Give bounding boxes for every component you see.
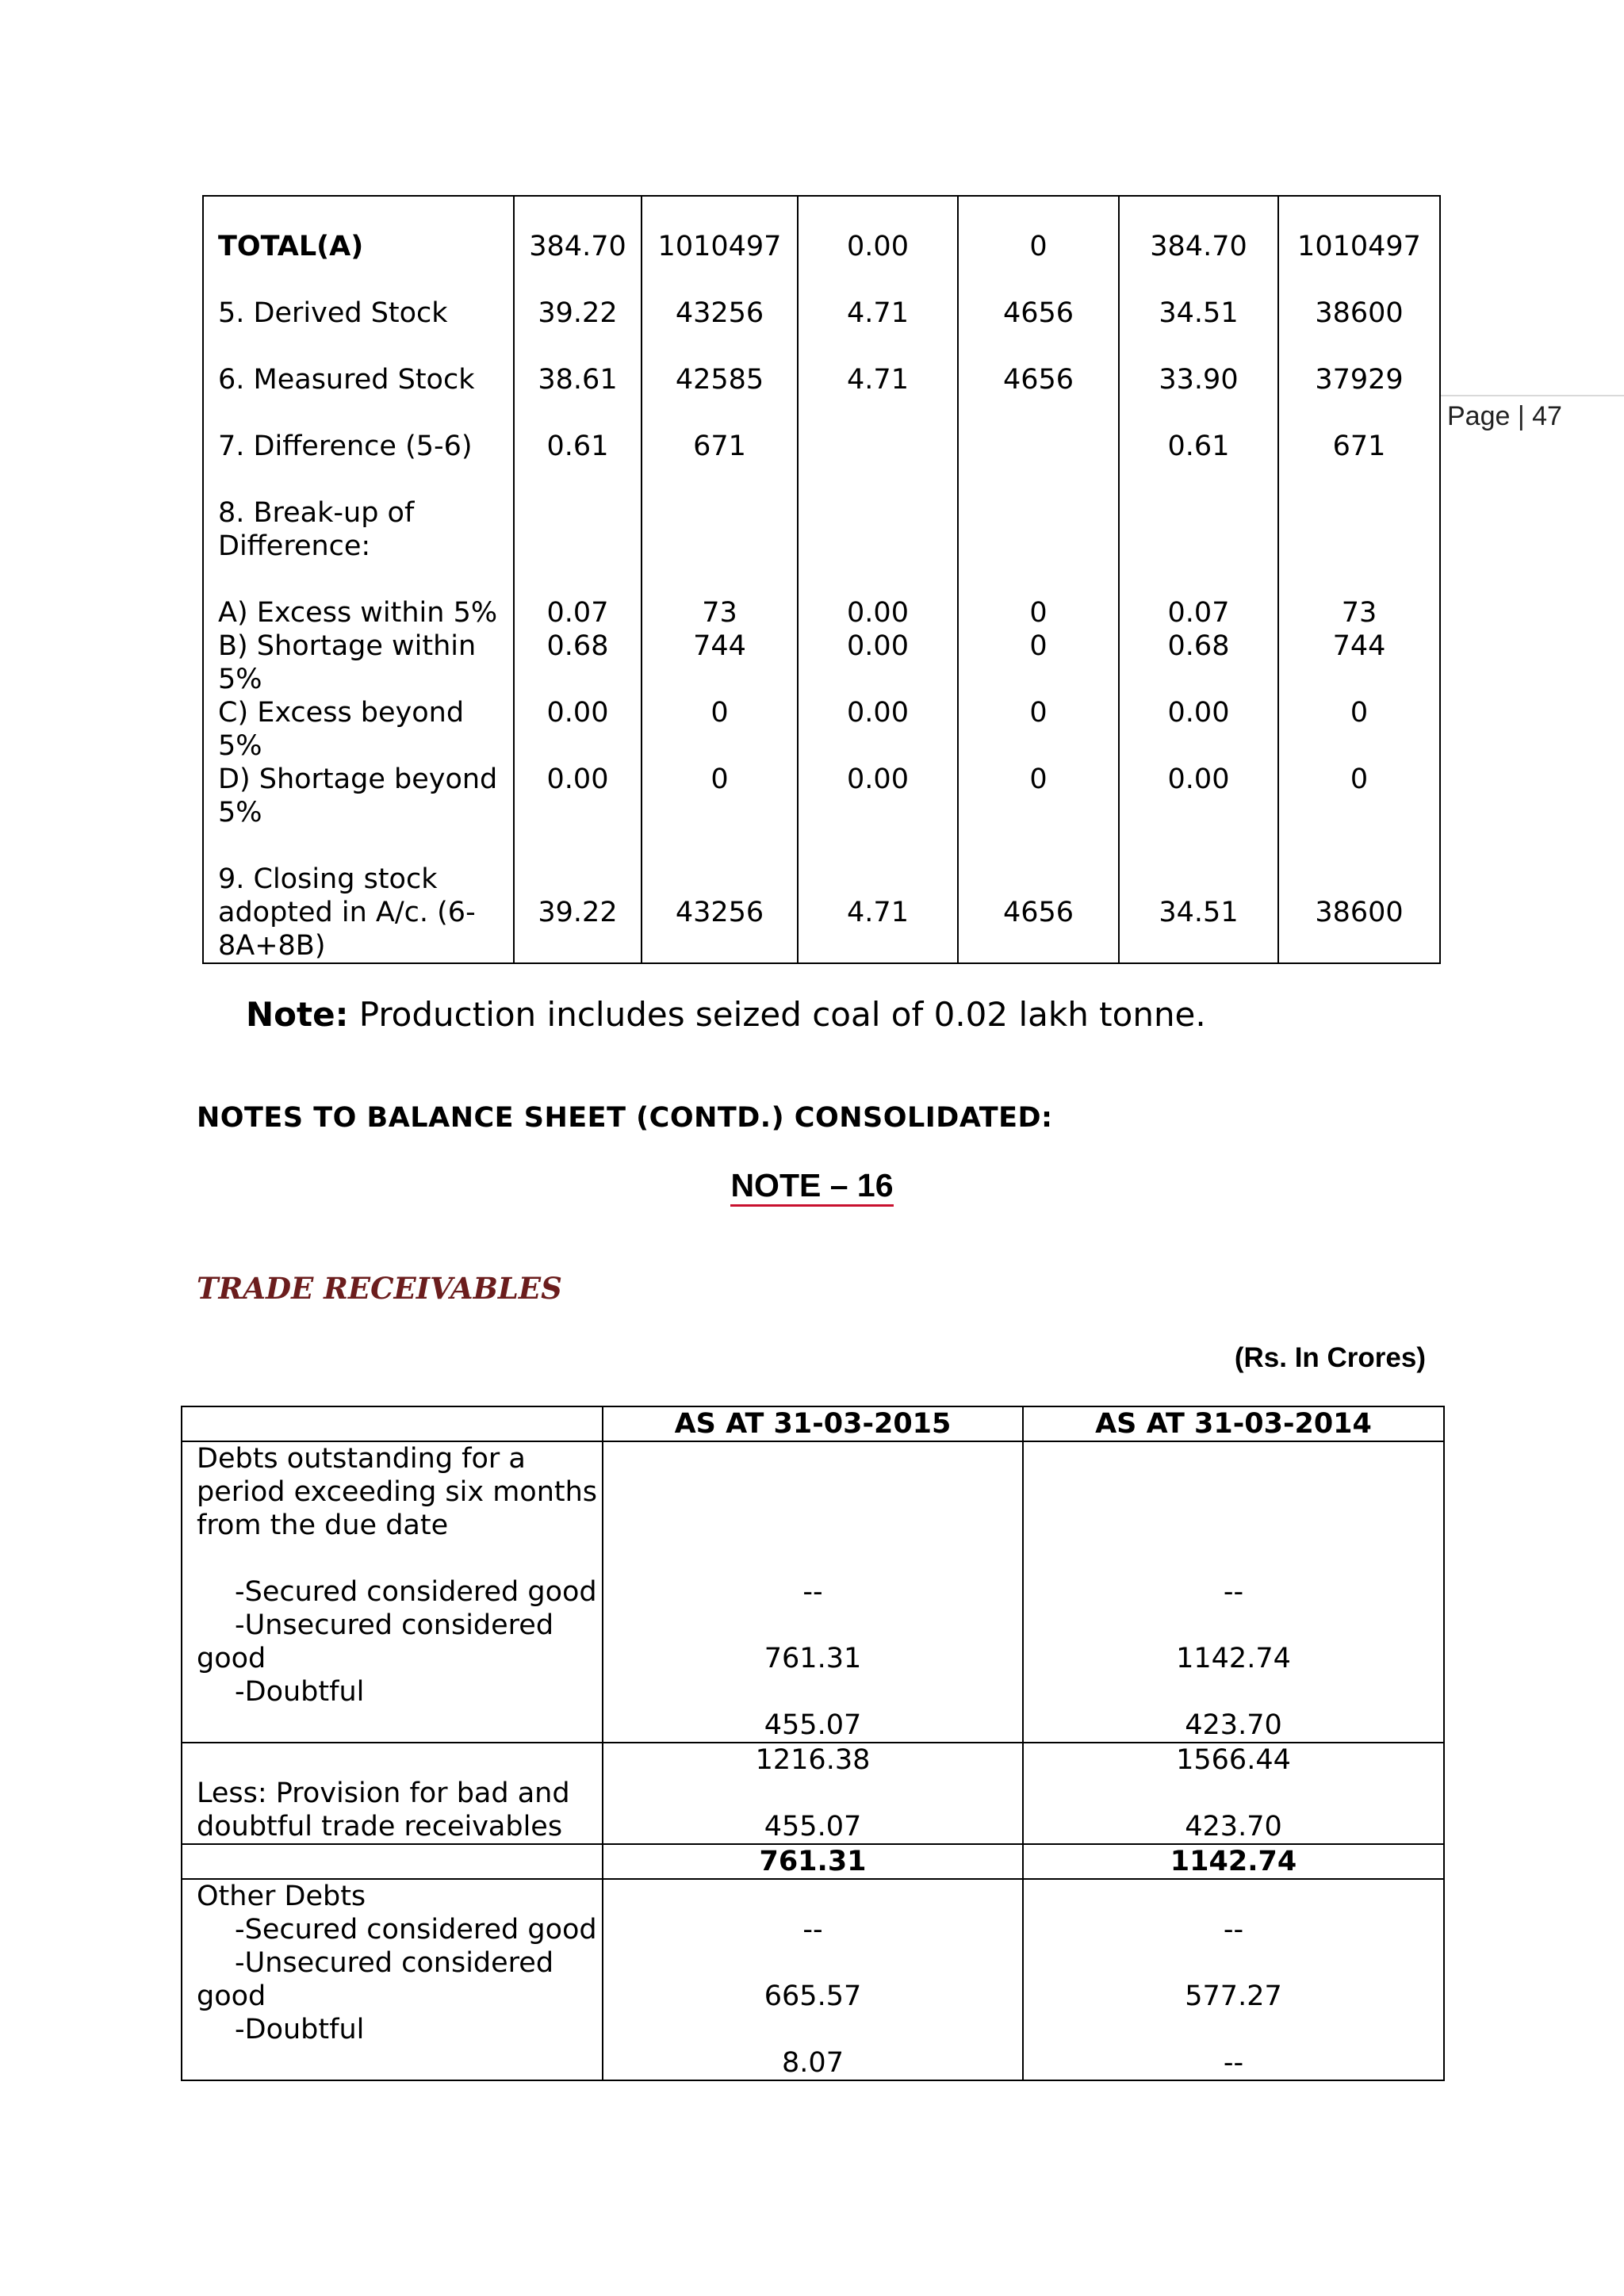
table-row <box>203 396 1440 463</box>
cell: 0.00 <box>1119 696 1278 763</box>
header-2014: AS AT 31-03-2014 <box>1023 1406 1444 1441</box>
trade-receivables-heading: TRADE RECEIVABLES <box>197 1271 562 1306</box>
cell: 0 <box>642 696 798 763</box>
table-row <box>182 1844 1444 1879</box>
cell: 34.51 <box>1119 263 1278 330</box>
table-row <box>182 1441 1444 1743</box>
cell: 665.57 <box>764 1980 862 2012</box>
unsecured-label: -Unsecured considered good <box>197 1609 554 1674</box>
cell: 4656 <box>958 330 1119 396</box>
net-2014: 1142.74 <box>1023 1844 1444 1879</box>
cell: 39.22 <box>514 263 642 330</box>
row-label: 7. Difference (5-6) <box>203 396 514 463</box>
doubtful-label: -Doubtful <box>235 1676 365 1708</box>
provision-label: Less: Provision for bad and doubtful trade receivables <box>197 1777 570 1843</box>
cell <box>1278 463 1440 563</box>
table-row <box>203 696 1440 763</box>
cell: 42585 <box>642 330 798 396</box>
note-text: Production includes seized coal of 0.02 lakh tonne. <box>348 995 1206 1034</box>
cell: 671 <box>1278 396 1440 463</box>
cell: 0.68 <box>1119 629 1278 696</box>
cell: 0.00 <box>1119 763 1278 829</box>
cell: 1010497 <box>1278 196 1440 263</box>
six-months-label: Debts outstanding for a period exceeding six months from the due date <box>197 1443 598 1541</box>
cell <box>642 463 798 563</box>
cell: 0 <box>958 763 1119 829</box>
cell: 0.00 <box>798 763 958 829</box>
table-row <box>203 763 1440 829</box>
cell: 4.71 <box>798 263 958 330</box>
row-label: 8. Break-up of Difference: <box>203 463 514 563</box>
cell: 0.00 <box>798 563 958 629</box>
cell: 455.07 <box>764 1709 862 1741</box>
cell: 43256 <box>642 263 798 330</box>
net-blank <box>182 1844 603 1879</box>
subtotal-2015: 1216.38 <box>755 1744 871 1776</box>
subtotal-2014: 1566.44 <box>1176 1744 1291 1776</box>
cell: 4656 <box>958 263 1119 330</box>
table-row <box>182 1879 1444 2080</box>
cell <box>514 463 642 563</box>
units-label: (Rs. In Crores) <box>1234 1342 1426 1373</box>
section-heading: NOTES TO BALANCE SHEET (CONTD.) CONSOLIDATED: <box>197 1102 1053 1134</box>
cell: 0 <box>1278 696 1440 763</box>
cell: 1010497 <box>642 196 798 263</box>
row-label: 6. Measured Stock <box>203 330 514 396</box>
cell: 0.00 <box>798 629 958 696</box>
cell: 671 <box>642 396 798 463</box>
cell: 423.70 <box>1185 1709 1282 1741</box>
cell: 0 <box>642 763 798 829</box>
cell: -- <box>1223 2047 1244 2079</box>
cell: -- <box>802 1576 823 1608</box>
cell: 8.07 <box>782 2047 844 2079</box>
other-2014 <box>1023 1879 1444 2080</box>
cell: 1142.74 <box>1176 1643 1291 1674</box>
cell: 43256 <box>642 829 798 963</box>
cell: 37929 <box>1278 330 1440 396</box>
receivables-table <box>181 1406 1445 2081</box>
cell: 0.00 <box>798 196 958 263</box>
cell: 73 <box>642 563 798 629</box>
cell: 423.70 <box>1185 1811 1282 1843</box>
six-months-2014 <box>1023 1441 1444 1743</box>
table-row <box>203 196 1440 263</box>
other-debts-label: Other Debts <box>197 1881 366 1912</box>
six-months-cell <box>182 1441 603 1743</box>
cell: 38600 <box>1278 263 1440 330</box>
row-label: C) Excess beyond 5% <box>203 696 514 763</box>
six-months-2015 <box>603 1441 1023 1743</box>
row-label: A) Excess within 5% <box>203 563 514 629</box>
row-label: B) Shortage within 5% <box>203 629 514 696</box>
cell: 34.51 <box>1119 829 1278 963</box>
cell: -- <box>1223 1576 1244 1608</box>
table-row <box>182 1743 1444 1844</box>
cell <box>798 396 958 463</box>
secured-label: -Secured considered good <box>235 1576 597 1608</box>
cell: 0.07 <box>1119 563 1278 629</box>
page-number: Page | 47 <box>1447 401 1562 431</box>
stock-table <box>202 195 1441 964</box>
provision-2014 <box>1023 1743 1444 1844</box>
cell: 4656 <box>958 829 1119 963</box>
cell: 38.61 <box>514 330 642 396</box>
row-label: TOTAL(A) <box>203 196 514 263</box>
cell: 4.71 <box>798 829 958 963</box>
table-row <box>203 330 1440 396</box>
note-prefix: Note: <box>246 995 349 1034</box>
table-row <box>203 629 1440 696</box>
cell <box>958 396 1119 463</box>
table-header-row <box>182 1406 1444 1441</box>
table-row <box>203 563 1440 629</box>
secured-label: -Secured considered good <box>235 1914 597 1946</box>
cell: 0 <box>958 196 1119 263</box>
cell: 38600 <box>1278 829 1440 963</box>
cell: 0 <box>1278 763 1440 829</box>
cell: 384.70 <box>514 196 642 263</box>
cell: 744 <box>1278 629 1440 696</box>
provision-2015 <box>603 1743 1023 1844</box>
header-2015: AS AT 31-03-2015 <box>603 1406 1023 1441</box>
note-title <box>0 1167 1624 1204</box>
cell: 577.27 <box>1185 1980 1282 2012</box>
row-label: 9. Closing stock adopted in A/c. (6-8A+8B) <box>203 829 514 963</box>
page-rule <box>1439 395 1624 396</box>
cell: 0.68 <box>514 629 642 696</box>
cell <box>958 463 1119 563</box>
cell: 0 <box>958 563 1119 629</box>
cell: 455.07 <box>764 1811 862 1843</box>
note-line <box>246 995 1206 1034</box>
other-debts-cell <box>182 1879 603 2080</box>
cell: 0.00 <box>514 763 642 829</box>
cell: 0.61 <box>514 396 642 463</box>
header-blank <box>182 1406 603 1441</box>
cell: 73 <box>1278 563 1440 629</box>
cell: 4.71 <box>798 330 958 396</box>
net-2015: 761.31 <box>603 1844 1023 1879</box>
cell: 761.31 <box>764 1643 862 1674</box>
cell: 0 <box>958 629 1119 696</box>
other-2015 <box>603 1879 1023 2080</box>
cell: 33.90 <box>1119 330 1278 396</box>
doubtful-label: -Doubtful <box>235 2014 365 2045</box>
cell: 39.22 <box>514 829 642 963</box>
cell: 744 <box>642 629 798 696</box>
table-row <box>203 263 1440 330</box>
cell: -- <box>802 1914 823 1946</box>
cell <box>1119 463 1278 563</box>
cell <box>798 463 958 563</box>
table-row <box>203 463 1440 563</box>
row-label: 5. Derived Stock <box>203 263 514 330</box>
cell: -- <box>1223 1914 1244 1946</box>
cell: 384.70 <box>1119 196 1278 263</box>
cell: 0.00 <box>514 696 642 763</box>
provision-cell <box>182 1743 603 1844</box>
cell: 0.61 <box>1119 396 1278 463</box>
cell: 0.07 <box>514 563 642 629</box>
unsecured-label: -Unsecured considered good <box>197 1947 554 2012</box>
row-label: D) Shortage beyond 5% <box>203 763 514 829</box>
table-row <box>203 829 1440 963</box>
cell: 0 <box>958 696 1119 763</box>
cell: 0.00 <box>798 696 958 763</box>
note-title-text: NOTE – 16 <box>730 1167 893 1207</box>
